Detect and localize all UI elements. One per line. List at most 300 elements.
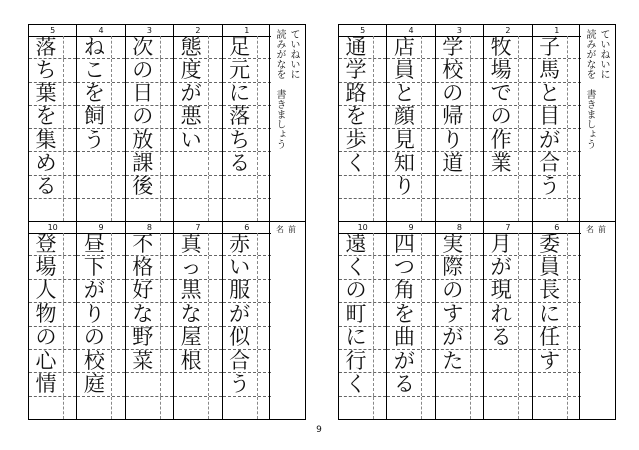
reading-answer-box[interactable]: [111, 59, 124, 81]
question-column: [339, 25, 387, 221]
character-cell: [533, 397, 581, 419]
character-cell: [387, 397, 434, 419]
question-number: 4: [77, 25, 124, 37]
question-number: 3: [436, 25, 483, 37]
character: 校: [83, 348, 105, 373]
reading-answer-box[interactable]: [373, 129, 386, 151]
reading-answer-box[interactable]: [421, 106, 434, 128]
reading-answer-box[interactable]: [160, 59, 173, 81]
character: る: [393, 371, 415, 396]
character-cell: [484, 303, 531, 326]
reading-answer-box[interactable]: [518, 83, 531, 105]
character: く: [345, 150, 367, 175]
character: 学: [345, 57, 367, 82]
character-cell: [29, 350, 76, 373]
character-cell: [223, 83, 271, 106]
character-cell: [29, 199, 76, 221]
blank-character: [174, 176, 208, 198]
reading-answer-box[interactable]: [160, 106, 173, 128]
character-cell: [174, 397, 221, 419]
character-cell: [387, 327, 434, 350]
character-cell: [484, 176, 531, 199]
character: 情: [35, 371, 57, 396]
instruction-panel: [269, 25, 305, 221]
character: 目: [539, 104, 561, 129]
reading-answer-box[interactable]: [160, 303, 173, 325]
character-cell: [387, 199, 434, 221]
character: 屋: [180, 325, 202, 350]
character: 員: [393, 57, 415, 82]
reading-answer-box[interactable]: [208, 373, 221, 395]
character-cell: [339, 280, 386, 303]
character-cell: [339, 327, 386, 350]
reading-answer-box[interactable]: [421, 199, 434, 221]
character-cell: [436, 256, 483, 279]
character: 野: [132, 325, 154, 350]
reading-answer-box[interactable]: [208, 233, 221, 255]
character-cell: [484, 59, 531, 82]
character-cell: [126, 256, 173, 279]
reading-answer-box[interactable]: [111, 327, 124, 349]
character: る: [229, 150, 251, 175]
character: 遠: [345, 231, 367, 256]
reading-answer-box[interactable]: [208, 36, 221, 58]
reading-answer-box[interactable]: [421, 256, 434, 278]
blank-character: [339, 397, 373, 419]
character: ち: [35, 57, 57, 82]
character: に: [345, 325, 367, 350]
character: 路: [345, 81, 367, 106]
name-field[interactable]: [579, 222, 615, 419]
reading-answer-box[interactable]: [160, 36, 173, 58]
reading-answer-box[interactable]: [470, 350, 483, 372]
character: 作: [490, 127, 512, 152]
blank-character: [174, 397, 208, 419]
character: 実: [442, 231, 464, 256]
character: 昼: [83, 231, 105, 256]
character-cell: [484, 397, 531, 419]
character-cell: [484, 106, 531, 129]
character: 長: [539, 278, 561, 303]
character: で: [490, 81, 512, 106]
character: 通: [345, 34, 367, 59]
reading-answer-box[interactable]: [111, 397, 124, 419]
character: 態: [180, 34, 202, 59]
character: つ: [393, 255, 415, 280]
question-number: 2: [174, 25, 221, 37]
question-column: [533, 25, 581, 221]
character: 次: [132, 34, 154, 59]
reading-answer-box[interactable]: [111, 129, 124, 151]
reading-answer-box[interactable]: [63, 397, 76, 419]
character: に: [539, 301, 561, 326]
question-column: [29, 222, 77, 419]
reading-answer-box[interactable]: [63, 59, 76, 81]
reading-answer-box[interactable]: [518, 129, 531, 151]
reading-answer-box[interactable]: [470, 327, 483, 349]
character: り: [83, 301, 105, 326]
reading-answer-box[interactable]: [421, 303, 434, 325]
reading-answer-box[interactable]: [373, 303, 386, 325]
blank-character: [77, 176, 111, 198]
character: 後: [132, 174, 154, 199]
character: 飼: [83, 104, 105, 129]
character-cell: [126, 350, 173, 373]
reading-answer-box[interactable]: [373, 152, 386, 174]
reading-answer-box[interactable]: [518, 303, 531, 325]
reading-answer-box[interactable]: [63, 256, 76, 278]
character-cell: [29, 36, 76, 59]
reading-answer-box[interactable]: [421, 59, 434, 81]
name-label: 名前: [586, 225, 610, 234]
character: 場: [35, 255, 57, 280]
character-cell: [77, 83, 124, 106]
character: 道: [442, 150, 464, 175]
reading-answer-box[interactable]: [160, 83, 173, 105]
reading-answer-box[interactable]: [373, 327, 386, 349]
character-cell: [387, 373, 434, 396]
character-cell: [533, 350, 581, 373]
reading-answer-box[interactable]: [421, 152, 434, 174]
question-column: [174, 222, 222, 419]
character: 似: [229, 325, 251, 350]
character: た: [442, 348, 464, 373]
instruction-text: 読みがなを 書きましょう: [274, 29, 285, 149]
blank-character: [484, 397, 518, 419]
character-cell: [29, 373, 76, 396]
character: っ: [180, 255, 202, 280]
reading-answer-box[interactable]: [373, 36, 386, 58]
character: と: [393, 81, 415, 106]
character-cell: [174, 303, 221, 326]
reading-answer-box[interactable]: [111, 199, 124, 221]
reading-answer-box[interactable]: [373, 59, 386, 81]
character-cell: [29, 83, 76, 106]
reading-answer-box[interactable]: [208, 199, 221, 221]
character: 登: [35, 231, 57, 256]
character-cell: [126, 280, 173, 303]
character-cell: [484, 152, 531, 175]
question-number: 10: [339, 222, 386, 234]
reading-answer-box[interactable]: [208, 256, 221, 278]
reading-answer-box[interactable]: [470, 233, 483, 255]
reading-answer-box[interactable]: [160, 199, 173, 221]
character: 落: [229, 104, 251, 129]
reading-answer-box[interactable]: [63, 303, 76, 325]
character: 度: [180, 57, 202, 82]
character-cell: [126, 129, 173, 152]
reading-answer-box[interactable]: [470, 280, 483, 302]
character-cell: [126, 373, 173, 396]
instruction-text: ていねいに: [288, 29, 299, 79]
worksheet-left: [28, 24, 306, 420]
character-cell: [29, 152, 76, 175]
character-cell: [533, 256, 581, 279]
reading-answer-box[interactable]: [470, 199, 483, 221]
reading-answer-box[interactable]: [518, 397, 531, 419]
character-cell: [484, 327, 531, 350]
character-cell: [387, 129, 434, 152]
reading-answer-box[interactable]: [421, 176, 434, 198]
reading-answer-box[interactable]: [470, 83, 483, 105]
character-cell: [339, 129, 386, 152]
reading-answer-box[interactable]: [518, 199, 531, 221]
reading-answer-box[interactable]: [160, 233, 173, 255]
character-cell: [174, 199, 221, 221]
reading-answer-box[interactable]: [63, 83, 76, 105]
character-cell: [77, 397, 124, 419]
character: な: [132, 301, 154, 326]
reading-answer-box[interactable]: [518, 256, 531, 278]
character-cell: [484, 233, 531, 256]
reading-answer-box[interactable]: [518, 280, 531, 302]
character-cell: [126, 59, 173, 82]
reading-answer-box[interactable]: [160, 350, 173, 372]
reading-answer-box[interactable]: [421, 327, 434, 349]
reading-answer-box[interactable]: [111, 83, 124, 105]
reading-answer-box[interactable]: [518, 327, 531, 349]
blank-character: [387, 397, 421, 419]
blank-character: [77, 397, 111, 419]
reading-answer-box[interactable]: [470, 397, 483, 419]
reading-answer-box[interactable]: [208, 106, 221, 128]
reading-answer-box[interactable]: [208, 152, 221, 174]
reading-answer-box[interactable]: [111, 176, 124, 198]
blank-character: [533, 373, 567, 395]
character-cell: [223, 129, 271, 152]
reading-answer-box[interactable]: [208, 327, 221, 349]
character-cell: [533, 373, 581, 396]
reading-answer-box[interactable]: [373, 256, 386, 278]
character: 葉: [35, 81, 57, 106]
reading-answer-box[interactable]: [470, 176, 483, 198]
character-cell: [339, 397, 386, 419]
reading-answer-box[interactable]: [111, 256, 124, 278]
character: う: [83, 127, 105, 152]
blank-character: [484, 199, 518, 221]
reading-answer-box[interactable]: [208, 129, 221, 151]
character: く: [345, 255, 367, 280]
reading-answer-box[interactable]: [208, 397, 221, 419]
blank-character: [174, 152, 208, 174]
reading-answer-box[interactable]: [63, 36, 76, 58]
reading-answer-box[interactable]: [421, 373, 434, 395]
reading-answer-box[interactable]: [160, 373, 173, 395]
reading-answer-box[interactable]: [63, 350, 76, 372]
reading-answer-box[interactable]: [111, 303, 124, 325]
reading-answer-box[interactable]: [63, 176, 76, 198]
reading-answer-box[interactable]: [421, 280, 434, 302]
character: 合: [539, 150, 561, 175]
question-number: 3: [126, 25, 173, 37]
reading-answer-box[interactable]: [208, 59, 221, 81]
reading-answer-box[interactable]: [63, 106, 76, 128]
character-cell: [223, 350, 271, 373]
reading-answer-box[interactable]: [373, 233, 386, 255]
reading-answer-box[interactable]: [518, 36, 531, 58]
reading-answer-box[interactable]: [518, 152, 531, 174]
reading-answer-box[interactable]: [470, 373, 483, 395]
character: 悪: [180, 104, 202, 129]
character: 四: [393, 231, 415, 256]
character-cell: [387, 36, 434, 59]
character-cell: [387, 106, 434, 129]
reading-answer-box[interactable]: [470, 303, 483, 325]
reading-answer-box[interactable]: [470, 256, 483, 278]
character: な: [180, 301, 202, 326]
reading-answer-box[interactable]: [111, 36, 124, 58]
character-cell: [126, 327, 173, 350]
reading-answer-box[interactable]: [421, 350, 434, 372]
character-cell: [223, 199, 271, 221]
character: 顔: [393, 104, 415, 129]
character-cell: [484, 83, 531, 106]
reading-answer-box[interactable]: [373, 350, 386, 372]
character-cell: [436, 350, 483, 373]
reading-answer-box[interactable]: [470, 36, 483, 58]
reading-answer-box[interactable]: [160, 256, 173, 278]
character-cell: [174, 59, 221, 82]
character: 委: [539, 231, 561, 256]
character-cell: [29, 256, 76, 279]
reading-answer-box[interactable]: [373, 397, 386, 419]
reading-answer-box[interactable]: [470, 152, 483, 174]
question-column: [77, 25, 125, 221]
reading-answer-box[interactable]: [518, 373, 531, 395]
question-column: [436, 25, 484, 221]
reading-answer-box[interactable]: [111, 350, 124, 372]
reading-answer-box[interactable]: [470, 59, 483, 81]
character-cell: [436, 129, 483, 152]
question-number: 2: [484, 25, 531, 37]
character-cell: [533, 152, 581, 175]
character-cell: [223, 256, 271, 279]
character-cell: [174, 233, 221, 256]
reading-answer-box[interactable]: [421, 397, 434, 419]
character-cell: [436, 106, 483, 129]
reading-answer-box[interactable]: [160, 327, 173, 349]
reading-answer-box[interactable]: [518, 233, 531, 255]
reading-answer-box[interactable]: [111, 233, 124, 255]
reading-answer-box[interactable]: [160, 176, 173, 198]
reading-answer-box[interactable]: [63, 199, 76, 221]
reading-answer-box[interactable]: [373, 199, 386, 221]
character-cell: [339, 303, 386, 326]
reading-answer-box[interactable]: [63, 233, 76, 255]
page-number: 9: [316, 425, 322, 435]
blank-character: [223, 176, 257, 198]
character: 赤: [229, 231, 251, 256]
reading-answer-box[interactable]: [470, 129, 483, 151]
character-cell: [436, 327, 483, 350]
reading-answer-box[interactable]: [518, 176, 531, 198]
character: 根: [180, 348, 202, 373]
reading-answer-box[interactable]: [111, 280, 124, 302]
character: い: [229, 255, 251, 280]
reading-answer-box[interactable]: [208, 176, 221, 198]
character-cell: [223, 59, 271, 82]
blank-character: [387, 199, 421, 221]
reading-answer-box[interactable]: [373, 373, 386, 395]
character-cell: [126, 397, 173, 419]
reading-answer-box[interactable]: [470, 106, 483, 128]
reading-answer-box[interactable]: [111, 373, 124, 395]
question-number: 8: [126, 222, 173, 234]
character-cell: [223, 397, 271, 419]
character-cell: [126, 106, 173, 129]
reading-answer-box[interactable]: [373, 83, 386, 105]
reading-answer-box[interactable]: [63, 327, 76, 349]
question-columns: [339, 25, 581, 221]
reading-answer-box[interactable]: [63, 373, 76, 395]
reading-answer-box[interactable]: [208, 280, 221, 302]
character: す: [539, 348, 561, 373]
character: ち: [229, 127, 251, 152]
character-cell: [126, 152, 173, 175]
reading-answer-box[interactable]: [160, 397, 173, 419]
reading-answer-box[interactable]: [518, 59, 531, 81]
reading-answer-box[interactable]: [160, 152, 173, 174]
reading-answer-box[interactable]: [421, 83, 434, 105]
reading-answer-box[interactable]: [421, 129, 434, 151]
reading-answer-box[interactable]: [518, 350, 531, 372]
character-cell: [339, 233, 386, 256]
character-cell: [387, 83, 434, 106]
blank-character: [174, 199, 208, 221]
reading-answer-box[interactable]: [160, 129, 173, 151]
character: 心: [35, 348, 57, 373]
reading-answer-box[interactable]: [208, 350, 221, 372]
character-cell: [126, 176, 173, 199]
reading-grid-bottom: [338, 222, 616, 420]
question-number: 1: [223, 25, 271, 37]
character: 足: [229, 34, 251, 59]
character-cell: [223, 327, 271, 350]
character: 店: [393, 34, 415, 59]
blank-character: [484, 350, 518, 372]
character: 好: [132, 278, 154, 303]
character-cell: [533, 199, 581, 221]
character-cell: [174, 152, 221, 175]
character-cell: [77, 373, 124, 396]
reading-answer-box[interactable]: [208, 83, 221, 105]
reading-answer-box[interactable]: [63, 129, 76, 151]
character: の: [132, 57, 154, 82]
reading-answer-box[interactable]: [160, 280, 173, 302]
character: が: [229, 301, 251, 326]
name-field[interactable]: [269, 222, 305, 419]
character-cell: [223, 36, 271, 59]
reading-answer-box[interactable]: [63, 152, 76, 174]
reading-answer-box[interactable]: [373, 176, 386, 198]
reading-answer-box[interactable]: [518, 106, 531, 128]
character-cell: [174, 350, 221, 373]
reading-answer-box[interactable]: [421, 36, 434, 58]
character: に: [229, 81, 251, 106]
blank-character: [223, 397, 257, 419]
blank-character: [77, 199, 111, 221]
reading-answer-box[interactable]: [421, 233, 434, 255]
character-cell: [387, 176, 434, 199]
blank-character: [436, 373, 470, 395]
reading-answer-box[interactable]: [111, 106, 124, 128]
reading-answer-box[interactable]: [373, 280, 386, 302]
reading-answer-box[interactable]: [208, 303, 221, 325]
reading-answer-box[interactable]: [373, 106, 386, 128]
question-column: [126, 25, 174, 221]
reading-answer-box[interactable]: [111, 152, 124, 174]
reading-answer-box[interactable]: [63, 280, 76, 302]
